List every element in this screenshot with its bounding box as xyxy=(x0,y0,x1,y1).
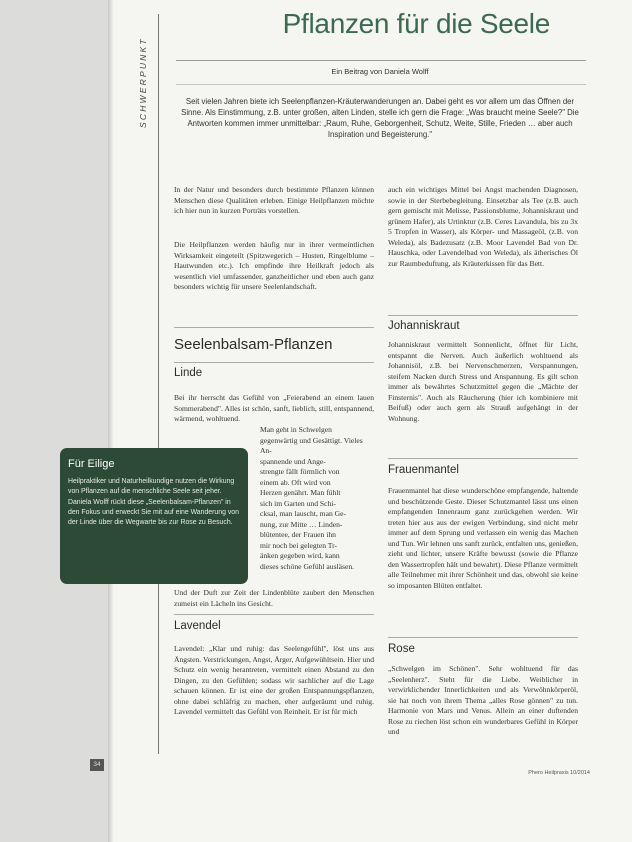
linde-line: einem ab. Oft wird von xyxy=(260,477,331,487)
left-col-paragraph-2: Die Heilpflanzen werden häufig nur in ihrer vermeintlichen Wirksamkeit eingeteilt (Spitzwegerich – Husten, Ringelblume – Hautwunden etc.). Ich empfinde ihre Heilkraft jedoch als wesentlich viel umfassender, ganzheitlicher und eben auch ganz besonders wichtig für unsere Seelenlandschaft. xyxy=(174,240,374,291)
article-intro: Seit vielen Jahren biete ich Seelenpflanzen-Kräuterwanderungen an. Dabei geht es vor allem um das Öffnen der Sinne. Als Einstimmung, z.B. unter großen, alten Linden, stelle ich gern die Frage: „Was braucht meine Seele?" Die Antworten kommen immer unmittelbar: „Raum, Ruhe, Geborgenheit, Schutz, Weite, Stille, Frieden … aber auch Inspiration und Begeisterung." xyxy=(181,97,579,139)
linde-wrapped-text xyxy=(260,425,374,572)
spine-shadow xyxy=(108,0,113,842)
rose-paragraph: „Schwelgen im Schönen". Sehr wohltuend für das „Seelenherz". Steht für die Liebe. Weiblicher in verwirklichender Innerlichkeiten und als Verwöhnkörperöl, sie hat noch von ihrem Thema „alles Rose gönnen" zu tun. Harmonie von Mars und Venus. Allein an einer duftenden Rose zu riechen löst schon ein wunderbares Gefühl in Körper und xyxy=(388,664,578,736)
frauenmantel-paragraph: Frauenmantel hat diese wunderschöne empfangende, haltende und beschützende Geste. Dieser Schutzmantel lässt uns einen empfangenden Innenraum ganz zurückgehen werden. Wir treten hier aus aus der ewigen Verbindung, sind nicht mehr immer auf dem Sprung und verlassen ein wenig das Machen und Tun. Wir lehnen uns sanft zurück, entfalten uns, genießen, zieht und lichter, unsere Kräfte bewusst (sowie die Pflanze den Wassertropfen hält und bewahrt). Diese Pflanze vermittelt alle Teilnehmer mit ihrer Schönheit und das, obwohl sie keine so imposanten Blüten entfaltet. xyxy=(388,486,578,590)
article-byline: Ein Beitrag von Daniela Wolff xyxy=(331,67,429,76)
rubric-label: SCHWERPUNKT xyxy=(138,37,148,128)
heading-lavendel: Lavendel xyxy=(174,620,221,632)
linde-line: mir noch bei gelegten Tr- xyxy=(260,540,338,550)
linde-line: cksal, man lauscht, man Ge- xyxy=(260,509,347,518)
linde-line: dieses schöne Gefühl ausläsen. xyxy=(260,561,355,571)
heading-johanniskraut: Johanniskraut xyxy=(388,320,460,332)
summary-box-heading: Für Eilige xyxy=(68,458,115,470)
linde-line: sich im Garten und Schi- xyxy=(260,498,336,508)
article-title: Pflanzen für die Seele xyxy=(282,8,550,39)
left-col-paragraph-1: In der Natur und besonders durch bestimmte Pflanzen können Menschen diese Qualitäten erleben. Einige Heilpflanzen möchte ich hier nun in kurzen Porträts vorstellen. xyxy=(174,185,374,215)
page-footer: Phero Heilpraxis 10/2014 xyxy=(528,770,590,776)
linde-line: nung, zur Mitte … Linden- xyxy=(260,519,343,529)
linde-line: gegenwärtig und Gesättigt. Vieles An- xyxy=(260,435,363,455)
linde-paragraph-end: Und der Duft zur Zeit der Lindenblüte zaubert den Menschen zumeist ein Lächeln ins Gesicht. xyxy=(174,588,374,608)
heading-frauenmantel: Frauenmantel xyxy=(388,464,459,476)
linde-line: strengte fällt förmlich von xyxy=(260,467,340,476)
linde-line: spannende und Ange- xyxy=(260,456,326,466)
linde-line: Man geht in Schwelgen xyxy=(260,425,332,434)
page-gutter xyxy=(0,0,115,842)
subsection-rule-johanniskraut xyxy=(388,315,578,316)
lavendel-paragraph: Lavendel: „Klar und ruhig: das Seelengefühl", löst uns aus Ängsten. Verstrickungen, Angst, Ärger, Aufgewühltsein. Hier und Schutz ein wenig herantreten, vermittelt einen Abstand zu den Dingen, zu den Gefühlen; sodass wir sachlicher auf die Lage schauen können. Er ist eine der großen Entspannungspflanzen, ohne dabei schläfrig zu machen, eher aufgeräumt und ruhig. Lavendel vermittelt das Gefühl von Reinheit. Er ist für mich xyxy=(174,644,374,716)
right-col-paragraph-1: auch ein wichtiges Mittel bei Angst machenden Diagnosen, sowie in der Sterbebegleitung. Einsetzbar als Tee (z.B. auch gern gemischt mit Melisse, Passionsblume, Johanniskraut und grünem Hafer), als Urtinktur (z.B. Ceres Lavandula, bis zu 3x 5 Tropfen in Wasser), als Körper- und Massageöl, (z.B. von Weleda), als Badezusatz (z.B. Moor Lavendel Bad von Dr. Hauschka, oder Lavendelbad von Weleda), als ätherisches Öl zur Raumbeduftung, als Kräuterkissen für das Bett. xyxy=(388,185,578,268)
section-heading: Seelenbalsam-Pflanzen xyxy=(174,336,333,353)
linde-line: änken gegeben wird, kann xyxy=(260,551,340,560)
section-rubric xyxy=(138,18,152,128)
heading-rose: Rose xyxy=(388,643,415,655)
title-rule xyxy=(176,60,586,61)
linde-line: Herzen genährt. Man fühlt xyxy=(260,488,341,497)
subsection-rule-linde xyxy=(174,362,374,363)
rubric-divider-line xyxy=(158,14,159,754)
linde-line: blütentee, der Frauen ihn xyxy=(260,530,336,539)
summary-box-text: Heilpraktiker und Naturheilkundige nutzen die Wirkung von Pflanzen auf die menschliche Seele seit jeher. Daniela Wolff rückt diese „Seelenbalsam-Pflanzen" in den Fokus und erweckt Sie mit auf eine Wanderung von der Linde über die Wegwarte bis zur Rose zu Besuch. xyxy=(68,478,239,527)
page-number: 34 xyxy=(90,759,104,771)
linde-paragraph-intro: Bei ihr herrscht das Gefühl von „Feierabend an einem lauen Sommerabend". Alles ist schön, sanft, lieblich, still, entspannend, wärmend, wohltuend. xyxy=(174,393,374,423)
subsection-rule-rose xyxy=(388,637,578,638)
section-rule xyxy=(174,327,374,328)
byline-rule xyxy=(176,84,586,85)
heading-linde: Linde xyxy=(174,367,203,379)
johanniskraut-paragraph: Johanniskraut vermittelt Sonnenlicht, öffnet für Licht, entspannt die Nerven. Auch äußerlich wohltuend als Johannisöl, z.B. bei Nervenschmerzen, Verspannungen, steifem Nacken durch Stress und Anspannung. Es gilt schon immer als bewährtes Schutzmittel gegen die „Mächte der Finsternis". Auch als Räucherung (hier ich kombiniere mit Beifuß) oder auch gern als Strauß aufgehängt in der Wohnung. xyxy=(388,340,578,423)
subsection-rule-lavendel xyxy=(174,614,374,615)
subsection-rule-frauenmantel xyxy=(388,458,578,459)
summary-box xyxy=(60,448,248,584)
